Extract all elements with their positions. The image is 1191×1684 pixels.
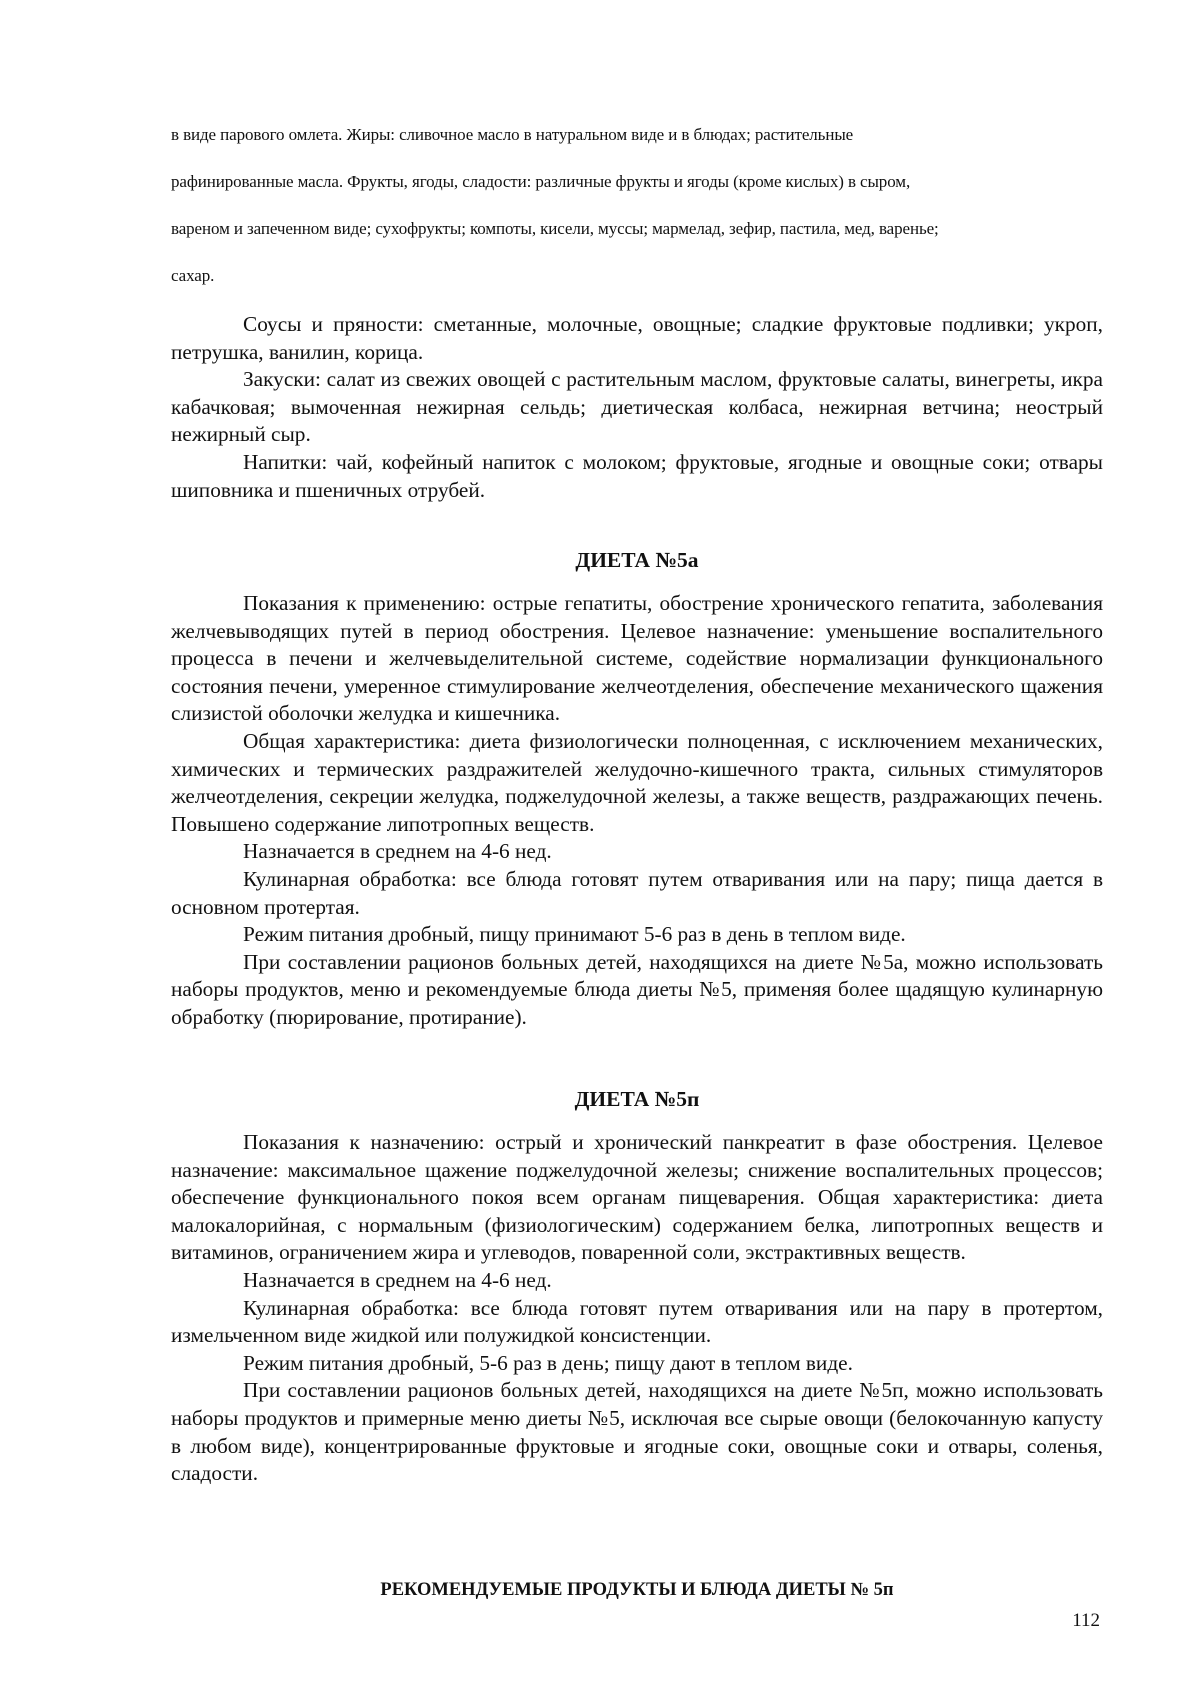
intro-line: сахар. bbox=[171, 266, 215, 285]
intro-line: вареном и запеченном виде; сухофрукты; компоты, кисели, муссы; мармелад, зефир, пастила, мед, варенье; bbox=[171, 219, 939, 238]
intro-paragraph bbox=[171, 111, 1131, 299]
diet-5a-cooking: Кулинарная обработка: все блюда готовят путем отваривания или на пару; пища дается в основном протертая. bbox=[171, 866, 1103, 919]
page-number: 112 bbox=[1072, 1610, 1100, 1631]
diet-5a-indications: Показания к применению: острые гепатиты, обострение хронического гепатита, заболевания желчевыводящих путей в период обострения. Целевое назначение: уменьшение воспалительного процесса в печени и желчевыделительной системе, содействие нормализации функционального состояния печени, умеренное стимулирование желчеотделения, обеспечение механического щажения слизистой оболочки желудка и кишечника. bbox=[171, 591, 1103, 726]
diet-5p-regimen: Режим питания дробный, 5-6 раз в день; пищу дают в теплом виде. bbox=[243, 1350, 853, 1375]
intro-line: рафинированные масла. Фрукты, ягоды, сладости: различные фрукты и ягоды (кроме кислых) в сыром, bbox=[171, 172, 911, 191]
diet-5p-heading: ДИЕТА №5п bbox=[574, 1087, 700, 1111]
diet-5a-characteristics: Общая характеристика: диета физиологически полноценная, с исключением механических, химических и термических раздражителей желудочно-кишечного тракта, сильных стимуляторов желчеотделения, секреции желудка, поджелудочной железы, а также веществ, раздражающих печень. Повышено содержание липотропных веществ. bbox=[171, 728, 1103, 836]
diet-5p-section bbox=[171, 1129, 1103, 1488]
sauces-paragraph: Соусы и пряности: сметанные, молочные, овощные; сладкие фруктовые подливки; укроп, петрушка, ванилин, корица. bbox=[171, 312, 1103, 364]
diet-5p-duration: Назначается в среднем на 4-6 нед. bbox=[243, 1267, 552, 1292]
diet-5a-heading: ДИЕТА №5а bbox=[575, 548, 699, 572]
diet-5p-cooking: Кулинарная обработка: все блюда готовят путем отваривания или на пару в протертом, измельченном виде жидкой или полужидкой консистенции. bbox=[171, 1295, 1103, 1348]
diet-5p-indications: Показания к назначению: острый и хронический панкреатит в фазе обострения. Целевое назначение: максимальное щажение поджелудочной железы; снижение воспалительных процессов; обеспечение функционального покоя всем органам пищеварения. Общая характеристика: диета малокалорийная, с нормальным (физиологическим) содержанием белка, липотропных веществ и витаминов, ограничением жира и углеводов, поваренной соли, экстрактивных веществ. bbox=[171, 1130, 1103, 1265]
recommended-products-heading: РЕКОМЕНДУЕМЫЕ ПРОДУКТЫ И БЛЮДА ДИЕТЫ № 5п bbox=[380, 1580, 894, 1600]
drinks-paragraph: Напитки: чай, кофейный напиток с молоком; фруктовые, ягодные и овощные соки; отвары шиповника и пшеничных отрубей. bbox=[171, 449, 1103, 502]
intro-line: в виде парового омлета. Жиры: сливочное масло в натуральном виде и в блюдах; растительные bbox=[171, 125, 854, 144]
sauces-section bbox=[171, 311, 1103, 504]
diet-5a-regimen: Режим питания дробный, пищу принимают 5-6 раз в день в теплом виде. bbox=[243, 922, 906, 947]
diet-5a-section bbox=[171, 590, 1103, 1032]
diet-5a-duration: Назначается в среднем на 4-6 нед. bbox=[243, 839, 552, 864]
snacks-paragraph: Закуски: салат из свежих овощей с растительным маслом, фруктовые салаты, винегреты, икра кабачковая; вымоченная нежирная сельдь; диетическая колбаса, нежирная ветчина; неострый нежирный сыр. bbox=[171, 367, 1103, 447]
diet-5a-rations: При составлении рационов больных детей, находящихся на диете №5а, можно использовать наборы продуктов, меню и рекомендуемые блюда диеты №5, применяя более щадящую кулинарную обработку (пюрирование, протирание). bbox=[171, 949, 1103, 1029]
diet-5p-rations: При составлении рационов больных детей, находящихся на диете №5п, можно использовать наборы продуктов и примерные меню диеты №5, исключая все сырые овощи (белокочанную капусту в любом виде), концентрированные фруктовые и ягодные соки, овощные соки и отвары, соленья, сладости. bbox=[171, 1378, 1103, 1486]
